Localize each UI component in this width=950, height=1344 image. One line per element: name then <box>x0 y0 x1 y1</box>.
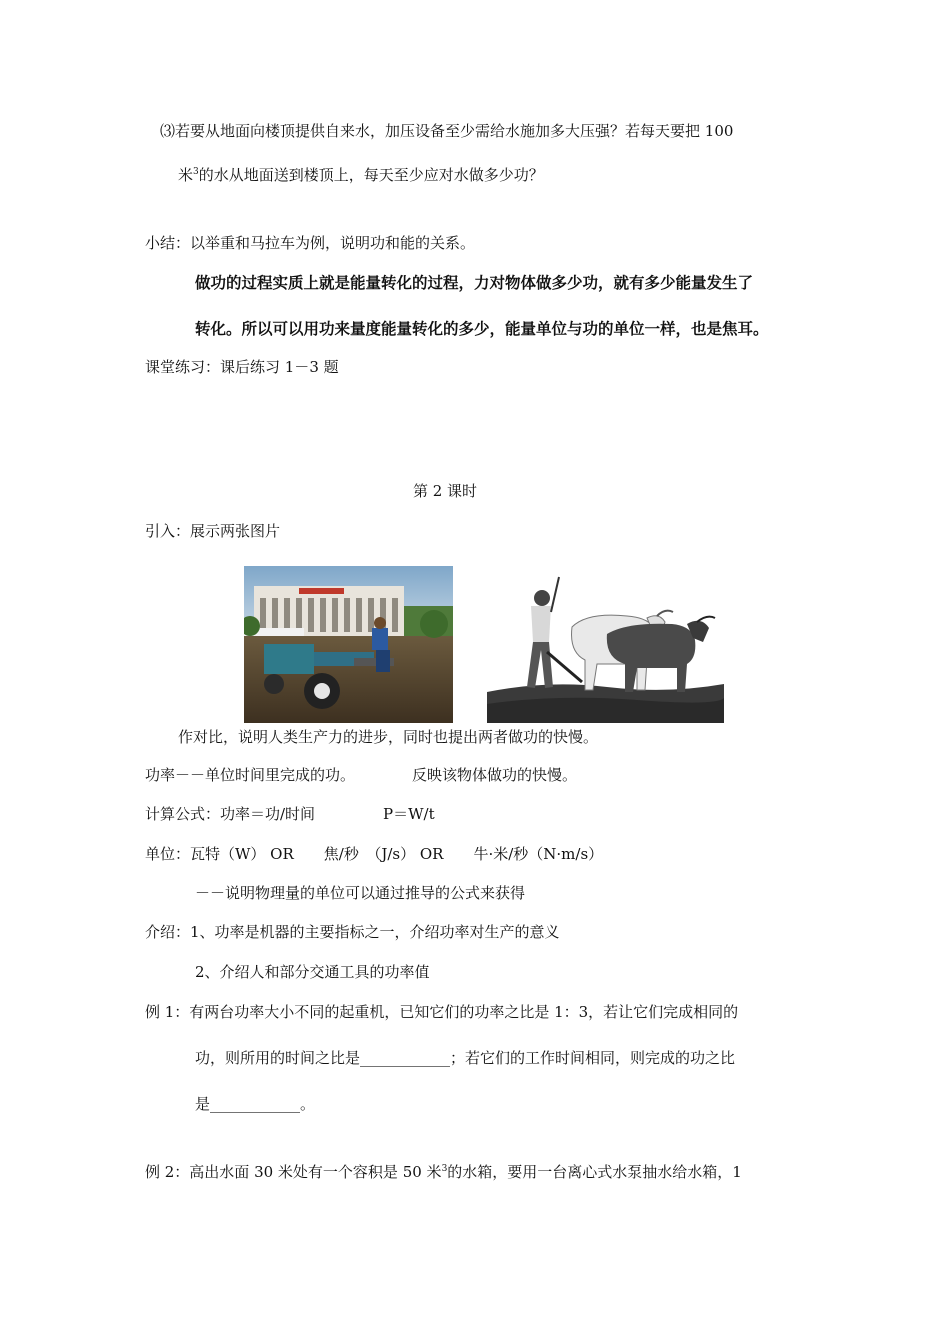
summary-bold-line-1: 做功的过程实质上就是能量转化的过程，力对物体做多少功，就有多少能量发生了 <box>195 273 754 292</box>
example-2-text-a: 例 2：高出水面 30 米处有一个容积是 50 米 <box>145 1163 442 1181</box>
power-units: 单位：瓦特（W） OR 焦/秒 （J/s） OR 牛·米/秒（N·m/s） <box>145 845 604 863</box>
question-3-text: 的水从地面送到楼顶上，每天至少应对水做多少功？ <box>198 166 544 184</box>
power-definition: 功率－－单位时间里完成的功。 <box>145 766 356 784</box>
question-3-line-2 <box>178 165 544 185</box>
lesson-2-intro: 引入：展示两张图片 <box>145 522 281 540</box>
question-3-line-1: ⑶若要从地面向楼顶提供自来水，加压设备至少需给水施加多大压强？若每天要把 100 <box>160 122 734 140</box>
introduce-item-2: 2、介绍人和部分交通工具的功率值 <box>195 963 430 981</box>
power-reflects: 反映该物体做功的快慢。 <box>412 766 578 784</box>
class-practice: 课堂练习：课后练习 1－3 题 <box>145 358 339 376</box>
question-3-superscript: 3 <box>193 167 199 177</box>
example-1-line-1: 例 1：有两台功率大小不同的起重机，已知它们的功率之比是 1：3，若让它们完成相同的 <box>145 1003 739 1021</box>
example-2-line-1 <box>145 1162 742 1182</box>
units-note: －－说明物理量的单位可以通过推导的公式来获得 <box>195 884 526 902</box>
tractor-photo <box>244 566 453 723</box>
photo-comparison-caption: 作对比，说明人类生产力的进步，同时也提出两者做功的快慢。 <box>178 728 599 746</box>
summary-bold-line-2: 转化。所以可以用功来量度能量转化的多少，能量单位与功的单位一样，也是焦耳。 <box>195 319 769 338</box>
introduce-item-1: 介绍：1、功率是机器的主要指标之一，介绍功率对生产的意义 <box>145 923 560 941</box>
ox-plowing-photo <box>487 572 724 723</box>
formula-label: 计算公式：功率＝功/时间 <box>145 805 316 823</box>
formula-symbol: P＝W/t <box>383 805 435 823</box>
summary-label: 小结：以举重和马拉车为例，说明功和能的关系。 <box>145 234 476 252</box>
example-1-line-3: 是____________。 <box>195 1095 316 1113</box>
example-2-text-b: 的水箱，要用一台离心式水泵抽水给水箱，1 <box>447 1163 742 1181</box>
example-2-superscript: 3 <box>441 1164 448 1174</box>
question-3-unit: 米 <box>178 166 194 184</box>
example-1-line-2: 功，则所用的时间之比是____________；若它们的工作时间相同，则完成的功之比 <box>195 1049 736 1067</box>
lesson-2-heading: 第 2 课时 <box>412 482 478 500</box>
